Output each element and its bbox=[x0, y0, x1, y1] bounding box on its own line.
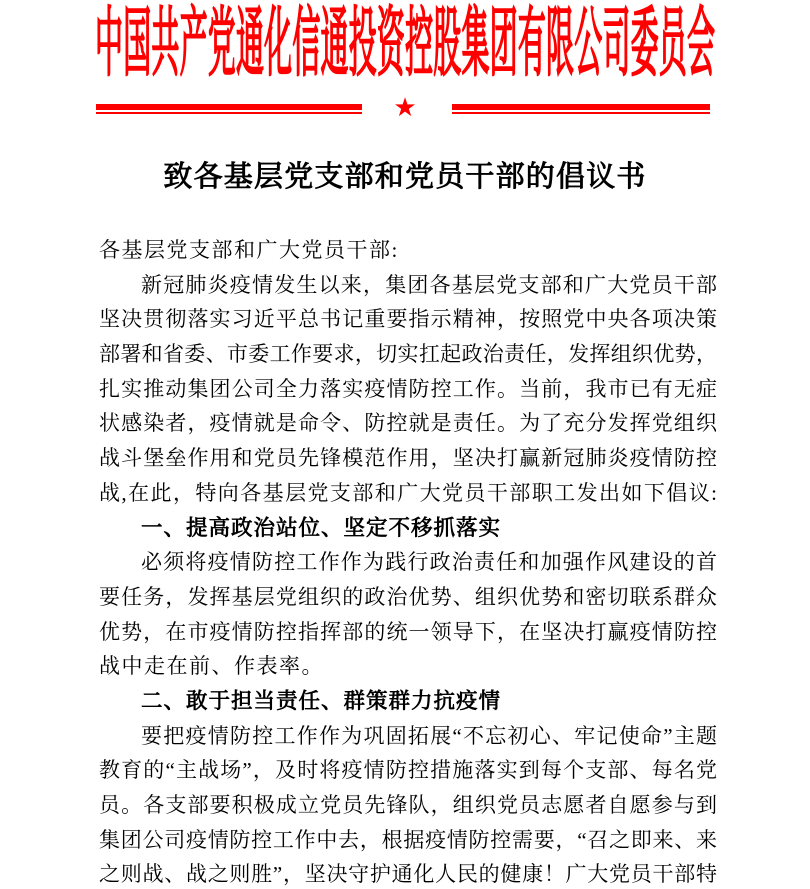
body-line: 要把疫情防控工作作为巩固拓展“不忘初心、牢记使命”主题 bbox=[141, 723, 717, 748]
body-line: 战斗堡垒作用和党员先锋模范作用，坚决打赢新冠肺炎疫情防控 bbox=[99, 446, 717, 471]
salutation-line: 各基层党支部和广大党员干部: bbox=[99, 238, 399, 262]
body-line: 集团公司疫情防控工作中去，根据疫情防控需要，“召之即来、来 bbox=[99, 827, 717, 852]
body-line: 状感染者，疫情就是命令、防控就是责任。为了充分发挥党组织 bbox=[99, 411, 717, 436]
body-line: 员。各支部要积极成立党员先锋队，组织党员志愿者自愿参与到 bbox=[99, 793, 717, 817]
party-star-icon: ★ bbox=[393, 93, 417, 123]
body-line: 坚决贯彻落实习近平总书记重要指示精神，按照党中央各项决策 bbox=[99, 307, 717, 332]
red-divider-right-thick-rule bbox=[452, 104, 710, 110]
body-line: 战,在此，特向各基层党支部和广大党员干部职工发出如下倡议: bbox=[99, 480, 717, 505]
body-line: 扎实推动集团公司全力落实疫情防控工作。当前，我市已有无症 bbox=[99, 376, 717, 401]
red-divider-right-thin-rule bbox=[452, 112, 710, 114]
body-line: 教育的“主战场”，及时将疫情防控措施落实到每个支部、每名党 bbox=[99, 758, 717, 783]
red-divider-right bbox=[452, 104, 710, 114]
body-line: 必须将疫情防控工作作为践行政治责任和加强作风建设的首 bbox=[141, 550, 717, 575]
section-heading-1: 一、提高政治站位、坚定不移抓落实 bbox=[141, 515, 502, 540]
document-body bbox=[99, 233, 717, 889]
body-line: 战中走在前、作表率。 bbox=[99, 654, 324, 679]
body-line: 优势，在市疫情防控指挥部的统一领导下，在坚决打赢疫情防控 bbox=[99, 619, 717, 644]
header-org-name: 中国共产党通化信通投资控股集团有限公司委员会 bbox=[95, 3, 715, 88]
section-heading-2: 二、敢于担当责任、群策群力抗疫情 bbox=[141, 688, 502, 713]
body-line: 要任务，发挥基层党组织的政治优势、组织优势和密切联系群众 bbox=[99, 584, 717, 609]
body-line: 新冠肺炎疫情发生以来，集团各基层党支部和广大党员干部 bbox=[141, 272, 717, 297]
document-title: 致各基层党支部和党员干部的倡议书 bbox=[163, 161, 647, 193]
body-line: 部署和省委、市委工作要求，切实扛起政治责任，发挥组织优势， bbox=[99, 342, 717, 367]
body-line: 之则战、战之则胜”，坚决守护通化人民的健康！广大党员干部特 bbox=[99, 862, 717, 887]
